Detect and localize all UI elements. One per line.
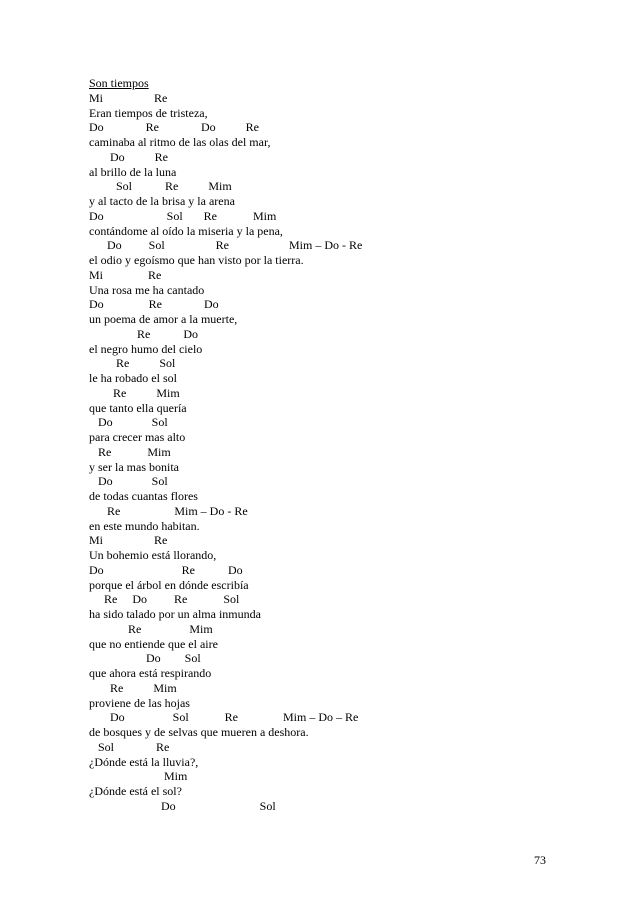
song-line: de bosques y de selvas que mueren a deshora. xyxy=(89,725,309,739)
song-sheet xyxy=(89,76,549,814)
song-line: Sol Re Mim xyxy=(89,179,232,194)
song-line: Do Re Do Re xyxy=(89,120,259,135)
song-line: Do Sol Re Mim – Do – Re xyxy=(89,710,359,725)
song-line: ¿Dónde está la lluvia?, xyxy=(89,754,199,769)
song-line: Mi Re xyxy=(89,267,162,282)
song-line: le ha robado el sol xyxy=(89,371,177,385)
song-line: un poema de amor a la muerte, xyxy=(89,312,238,326)
song-line: y al tacto de la brisa y la arena xyxy=(89,194,235,208)
song-line: al brillo de la luna xyxy=(89,164,177,179)
page-number: 73 xyxy=(534,853,546,867)
song-line: y ser la mas bonita xyxy=(89,459,179,474)
song-line: ¿Dónde está el sol? xyxy=(89,784,182,798)
song-line: el negro humo del cielo xyxy=(89,341,203,356)
song-line: Do Re Do xyxy=(89,297,219,312)
song-line: proviene de las hojas xyxy=(89,695,190,710)
song-line: que tanto ella quería xyxy=(89,400,187,415)
song-line: Do Re Do xyxy=(89,562,243,577)
song-line: porque el árbol en dónde escribía xyxy=(89,577,249,592)
song-line: Mim xyxy=(89,769,188,784)
song-line: Do Sol Re Mim xyxy=(89,208,277,223)
song-line: Mi Re xyxy=(89,90,168,105)
song-line: Mi Re xyxy=(89,533,168,548)
song-line: de todas cuantas flores xyxy=(89,489,198,503)
song-line: Do Sol xyxy=(89,798,276,813)
song-line: caminaba al ritmo de las olas del mar, xyxy=(89,135,271,149)
song-title: Son tiempos xyxy=(89,76,149,90)
song-line: Re Do Re Sol xyxy=(89,592,240,607)
song-line: Un bohemio está llorando, xyxy=(89,548,217,562)
song-line: contándome al oído la miseria y la pena, xyxy=(89,223,283,238)
song-line: Sol Re xyxy=(89,739,170,754)
song-line: Re Mim xyxy=(89,680,177,695)
song-line: para crecer mas alto xyxy=(89,430,186,444)
song-line: Eran tiempos de tristeza, xyxy=(89,105,208,120)
song-line: Una rosa me ha cantado xyxy=(89,282,205,297)
song-line: Re Mim – Do - Re xyxy=(89,503,248,518)
song-line: que no entiende que el aire xyxy=(89,636,218,651)
song-line: el odio y egoísmo que han visto por la tierra. xyxy=(89,253,304,267)
song-line: Re Do xyxy=(89,326,198,341)
song-line: ha sido talado por un alma inmunda xyxy=(89,607,261,621)
song-line: Do Re xyxy=(89,149,168,164)
song-line: Re Mim xyxy=(89,444,171,459)
song-line: que ahora está respirando xyxy=(89,666,212,680)
song-line: Re Mim xyxy=(89,385,180,400)
song-line: en este mundo habitan. xyxy=(89,518,200,533)
song-line: Do Sol xyxy=(89,415,168,430)
song-line: Do Sol xyxy=(89,474,168,489)
song-line: Do Sol xyxy=(89,651,201,666)
song-lines xyxy=(89,91,549,814)
song-line: Re Mim xyxy=(89,621,213,636)
song-line: Re Sol xyxy=(89,356,176,371)
song-line: Do Sol Re Mim – Do - Re xyxy=(89,238,363,253)
